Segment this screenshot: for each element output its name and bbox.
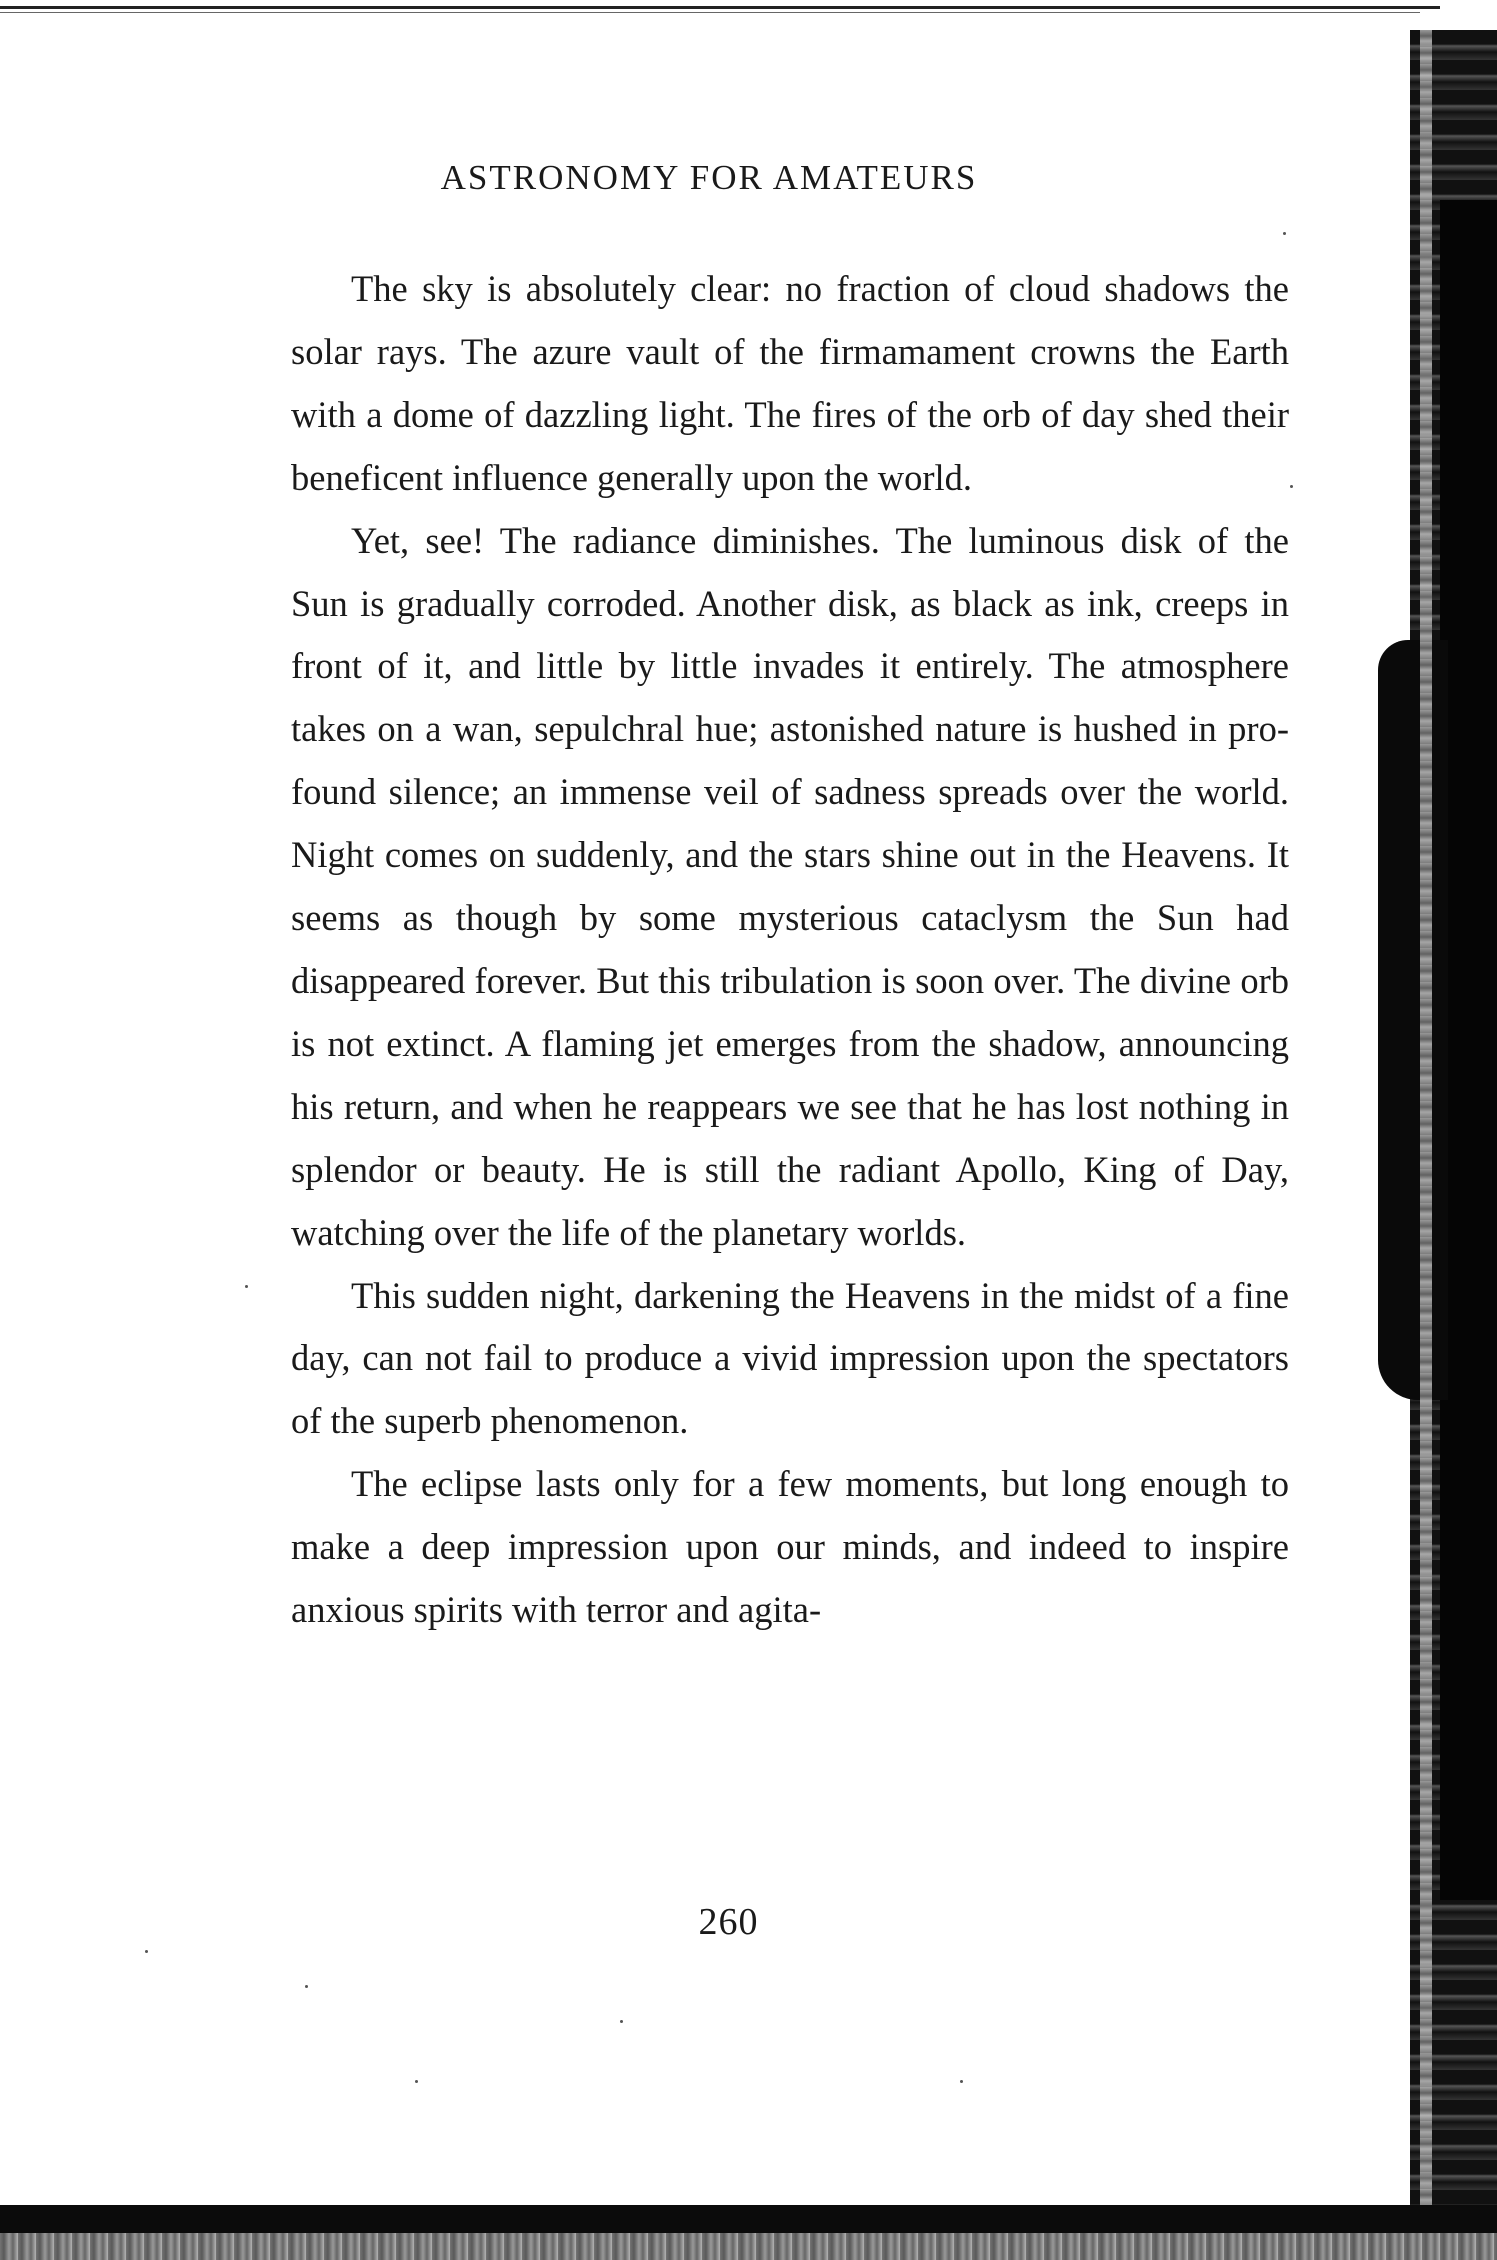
scan-speck bbox=[305, 1985, 308, 1988]
scan-speck bbox=[145, 1950, 148, 1953]
scan-top-rule-thin bbox=[0, 12, 1420, 13]
paragraph: Yet, see! The radiance diminishes. The luminous disk of the Sun is gradually corroded. Another disk, as black as ink, creeps in front of it, and little by little invades it entirely. The atmosphere takes on a wan, sepulchral hue; astonished nature is hushed in profound silence; an immense veil of sadness spreads over the world. Night comes on suddenly, and the stars shine out in the Heavens. It seems as though by some mysterious cataclysm the Sun had disappeared forever. But this tribulation is soon over. The divine orb is not extinct. A flaming jet emerges from the shadow, announcing his return, and when he reappears we see that he has lost nothing in splendor or beauty. He is still the radiant Apollo, King of Day, watching over the life of the planetary worlds. bbox=[291, 519, 1289, 1253]
scan-bottom-edge bbox=[0, 2205, 1497, 2233]
scan-binding-inset bbox=[1378, 640, 1448, 1400]
page-number: 260 bbox=[698, 1901, 759, 1943]
scan-speck bbox=[1290, 485, 1293, 488]
paragraph: The eclipse lasts only for a few moments, but long enough to make a deep impression upon our minds, and indeed to inspire anxious spirits with terror and agita- bbox=[291, 1463, 1289, 1631]
scan-top-rule bbox=[0, 6, 1440, 9]
scan-speck bbox=[415, 2080, 418, 2083]
paragraph: This sudden night, darkening the Heavens in the midst of a fine day, can not fail to produce a vivid impression upon the spectators of the superb phenomenon. bbox=[291, 1274, 1289, 1442]
scan-speck bbox=[245, 1285, 248, 1288]
scan-speck bbox=[1283, 232, 1286, 235]
scan-speck bbox=[960, 2080, 963, 2083]
running-head: ASTRONOMY FOR AMATEURS bbox=[440, 158, 978, 197]
scan-bottom-noise bbox=[0, 2233, 1497, 2260]
body-text bbox=[291, 258, 1289, 1642]
scan-binding-shadow bbox=[1440, 200, 1497, 1900]
scan-speck bbox=[620, 2020, 623, 2023]
paragraph: The sky is absolutely clear: no fraction of cloud shadows the solar rays. The azure vault of the firmamament crowns the Earth with a dome of dazzling light. The fires of the orb of day shed their beneficent influence generally upon the world. bbox=[291, 268, 1289, 498]
